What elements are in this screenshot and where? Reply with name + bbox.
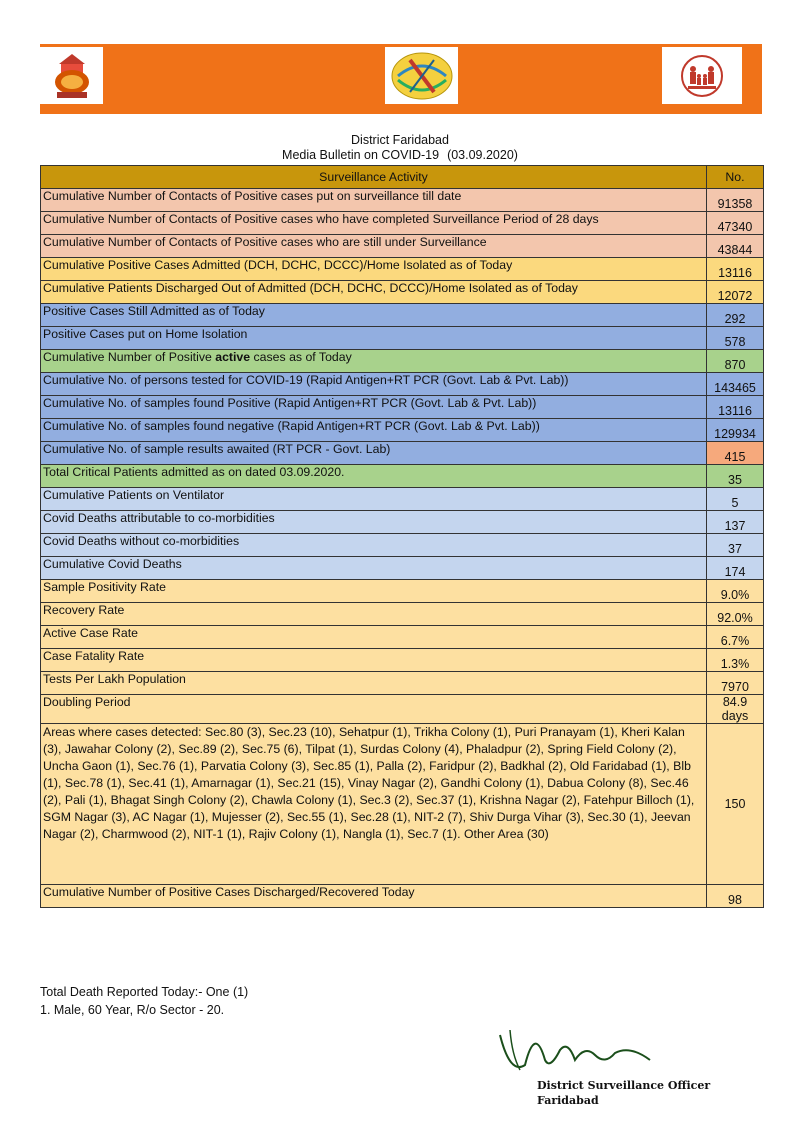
row-label-bold: active [215, 350, 251, 364]
surveillance-table [40, 165, 764, 908]
table-row [41, 189, 764, 212]
death-detail: 1. Male, 60 Year, R/o Sector - 20. [40, 1003, 225, 1017]
row-label: Sample Positivity Rate [41, 580, 707, 603]
table-row [41, 603, 764, 626]
column-header-no: No. [707, 166, 764, 189]
table-row [41, 626, 764, 649]
row-label: Cumulative No. of sample results awaited (RT PCR - Govt. Lab) [41, 442, 707, 465]
row-value: 13116 [707, 258, 764, 281]
row-value: 578 [707, 327, 764, 350]
row-label: Cumulative Number of Contacts of Positive cases who are still under Surveillance [41, 235, 707, 258]
row-label: Cumulative No. of samples found negative (Rapid Antigen+RT PCR (Govt. Lab & Pvt. Lab)) [41, 419, 707, 442]
row-value: 91358 [707, 189, 764, 212]
table-row [41, 465, 764, 488]
row-label: Covid Deaths without co-morbidities [41, 534, 707, 557]
row-label-pre: Cumulative Number of Positive [43, 350, 216, 364]
row-label: Covid Deaths attributable to co-morbidities [41, 511, 707, 534]
table-row [41, 373, 764, 396]
table-row [41, 281, 764, 304]
column-header-activity: Surveillance Activity [41, 166, 707, 189]
row-value: 43844 [707, 235, 764, 258]
row-value: 6.7% [707, 626, 764, 649]
haryana-emblem-icon [40, 47, 103, 104]
row-label: Cumulative Number of Contacts of Positive cases put on surveillance till date [41, 189, 707, 212]
row-label-post: cases as of Today [250, 350, 352, 364]
row-label: Areas where cases detected: Sec.80 (3), Sec.23 (10), Sehatpur (1), Trikha Colony (1), Puri Pranayam (1), Kheri Kalan (3), Jawahar Colony (2), Sec.89 (2), Sec.75 (6), Tilpat (1), Surdas Colony (4), Phaladpur (2), Spring Field Colony (2), Uncha Gaon (1), Sec.76 (1), Parvatia Colony (3), Sec.85 (1), Palla (2), Faridpur (2), Badkhal (2), Old Faridabad (1), Blb (1), Sec.78 (1), Sec.41 (1), Amarnagar (1), Sec.21 (15), Vinay Nagar (2), Gandhi Colony (1), Dabua Colony (8), Sec.46 (2), Pali (1), Bhagat Singh Colony (2), Chawla Colony (1), Sec.3 (2), Sec.37 (1), Krishna Nagar (2), Fatehpur Billoch (1), SGM Nagar (3), AC Nagar (1), Mujesser (2), Sec.55 (1), Sec.28 (1), NIT-2 (7), Shiv Durga Vihar (3), Sec.30 (1), Jeevan Nagar (2), Charmwood (2), NIT-1 (1), Rajiv Colony (1), Nangla (1), Sec.7 (1). Other Area (30) [41, 724, 707, 885]
row-label: Total Critical Patients admitted as on dated 03.09.2020. [41, 465, 707, 488]
bulletin-header [0, 133, 800, 163]
row-label: Cumulative Patients Discharged Out of Admitted (DCH, DCHC, DCCC)/Home Isolated as of Today [41, 281, 707, 304]
table-row [41, 885, 764, 908]
row-value: 150 [707, 724, 764, 885]
row-label: Positive Cases Still Admitted as of Today [41, 304, 707, 327]
row-label: Cumulative Patients on Ventilator [41, 488, 707, 511]
row-label: Cumulative Covid Deaths [41, 557, 707, 580]
signature-block [537, 1078, 710, 1108]
ncdc-globe-icon [385, 47, 458, 104]
table-row [41, 695, 764, 724]
row-label: Cumulative Positive Cases Admitted (DCH, DCHC, DCCC)/Home Isolated as of Today [41, 258, 707, 281]
row-value: 7970 [707, 672, 764, 695]
row-value: 129934 [707, 419, 764, 442]
row-value: 292 [707, 304, 764, 327]
death-report [40, 983, 248, 1019]
death-today: Total Death Reported Today:- One (1) [40, 985, 249, 999]
table-header-row [41, 166, 764, 189]
bulletin-title-text: Media Bulletin on COVID-19 [282, 148, 440, 162]
row-value: 13116 [707, 396, 764, 419]
signature-title: District Surveillance Officer [537, 1079, 711, 1092]
row-value: 84.9 days [707, 695, 764, 724]
row-value: 47340 [707, 212, 764, 235]
row-value: 35 [707, 465, 764, 488]
row-label: Tests Per Lakh Population [41, 672, 707, 695]
table-row [41, 724, 764, 885]
row-label: Cumulative Number of Positive Cases Discharged/Recovered Today [41, 885, 707, 908]
table-row [41, 488, 764, 511]
row-label [41, 350, 707, 373]
table-row [41, 557, 764, 580]
header-banner [40, 44, 762, 114]
table-row [41, 580, 764, 603]
row-label: Cumulative Number of Contacts of Positive cases who have completed Surveillance Period of 28 days [41, 212, 707, 235]
table-row [41, 327, 764, 350]
row-value: 12072 [707, 281, 764, 304]
row-value: 174 [707, 557, 764, 580]
bulletin-date: (03.09.2020) [447, 148, 518, 162]
table-row [41, 442, 764, 465]
bulletin-title [0, 148, 800, 163]
row-value: 137 [707, 511, 764, 534]
row-value: 37 [707, 534, 764, 557]
table-row [41, 235, 764, 258]
table-row [41, 534, 764, 557]
row-value: 870 [707, 350, 764, 373]
row-label: Doubling Period [41, 695, 707, 724]
row-value: 1.3% [707, 649, 764, 672]
table-row [41, 350, 764, 373]
row-label: Cumulative No. of samples found Positive (Rapid Antigen+RT PCR (Govt. Lab & Pvt. Lab)) [41, 396, 707, 419]
row-label: Cumulative No. of persons tested for COVID-19 (Rapid Antigen+RT PCR (Govt. Lab & Pvt. Lab)) [41, 373, 707, 396]
row-value: 143465 [707, 373, 764, 396]
table-row [41, 258, 764, 281]
table-row [41, 511, 764, 534]
row-value: 5 [707, 488, 764, 511]
district-title: District Faridabad [351, 133, 449, 147]
table-row [41, 212, 764, 235]
row-value: 92.0% [707, 603, 764, 626]
table-row [41, 304, 764, 327]
table-row [41, 396, 764, 419]
row-label: Active Case Rate [41, 626, 707, 649]
row-value: 9.0% [707, 580, 764, 603]
row-value: 415 [707, 442, 764, 465]
row-label: Recovery Rate [41, 603, 707, 626]
table-row [41, 672, 764, 695]
table-row [41, 649, 764, 672]
signature-place: Faridabad [537, 1094, 599, 1107]
row-label: Positive Cases put on Home Isolation [41, 327, 707, 350]
row-label: Case Fatality Rate [41, 649, 707, 672]
row-value: 98 [707, 885, 764, 908]
table-row [41, 419, 764, 442]
family-welfare-icon [662, 47, 742, 104]
